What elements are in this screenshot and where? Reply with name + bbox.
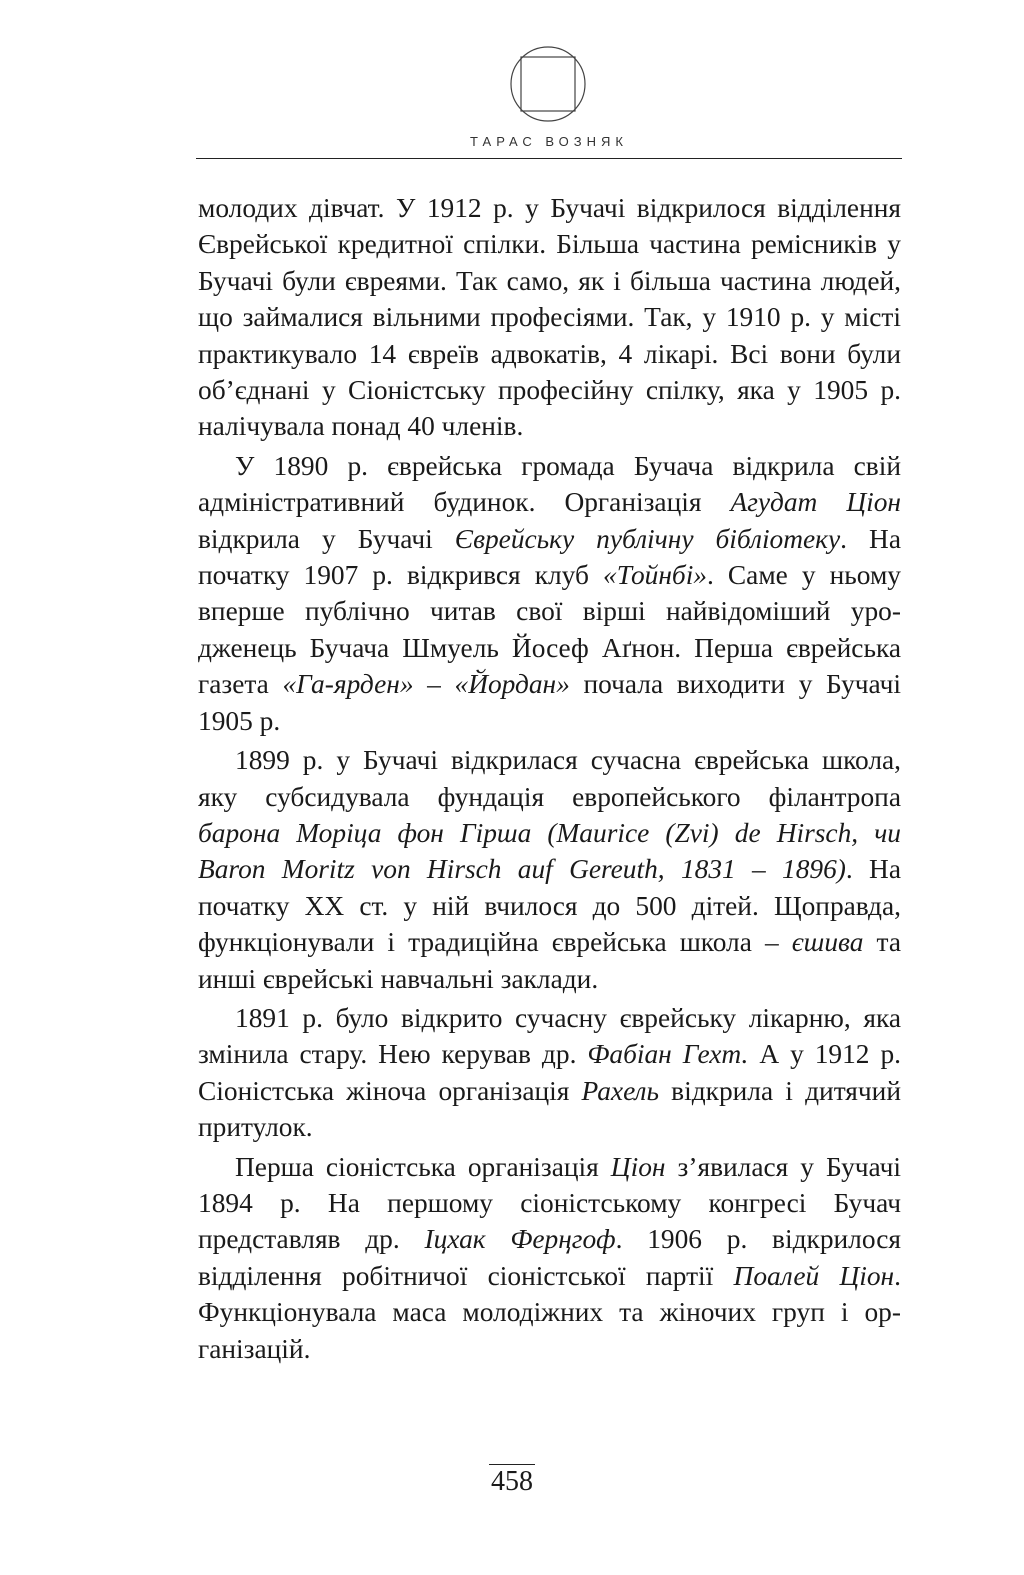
- text-run: відкрила і дитячий притулок.: [198, 1075, 901, 1143]
- body-text: [198, 190, 901, 1367]
- text-run: 1891 р. було відкрито сучасну єврейську лікарню, яка змінила стару. Нею керував др.: [198, 1002, 901, 1070]
- page-number-block: [0, 1464, 1024, 1499]
- text-run: Перша сіоністська організація: [235, 1151, 611, 1182]
- text-run: та инші єврейські навчальні заклади.: [198, 927, 902, 994]
- text-run: . 1906 р. відкрилося відділення робітничої сіоністської партії: [198, 1224, 901, 1291]
- italic-text: єшива: [791, 927, 864, 958]
- text-run: 1899 р. у Бучачі відкрилася сучасна єврейська школа, яку субсидувала фундація европейського філантропа: [198, 745, 901, 812]
- italic-text: Фабіан Гехт.: [587, 1039, 749, 1070]
- page-number: 458: [491, 1466, 533, 1497]
- italic-text: «Га-ярден» – «Йордан»: [282, 669, 570, 700]
- paragraph: [198, 1000, 901, 1146]
- italic-text: Ціон: [610, 1151, 666, 1182]
- paragraph: [198, 190, 901, 445]
- italic-text: Рахель: [581, 1075, 659, 1106]
- italic-text: Агудат Ціон: [730, 487, 901, 518]
- text-run: . Саме у ньому вперше публічно читав свої вірші найвідоміший уродженець Бучача Шмуель Йосеф Аґнон. Перша єврейська газета: [198, 560, 901, 700]
- italic-text: Поалей Ціон: [733, 1260, 895, 1291]
- running-head: ТАРАС ВОЗНЯК: [470, 134, 628, 149]
- italic-text: барона Моріца фон Гірша (Maurice (Zvi) de Hirsch, чи Baron Moritz von Hirsch auf Gereuth, 1831 – 1896): [198, 817, 901, 885]
- paragraph: [198, 1149, 901, 1367]
- text-run: почала виходити у Бучачі 1905 р.: [198, 669, 901, 736]
- italic-text: «Тойнбі»: [603, 560, 707, 591]
- italic-text: Іцхак Ферңгоф: [424, 1224, 616, 1255]
- circle-square-emblem-icon: [508, 44, 588, 124]
- header-rule: [196, 158, 902, 159]
- italic-text: Єврейську публічну бібліотеку: [454, 523, 841, 554]
- text-run: . На початку 1907 р. відкрився клуб: [198, 523, 901, 591]
- text-run: А у 1912 р. Сіоністська жіноча організація: [198, 1039, 901, 1106]
- text-run: . Функціонувала маса молодіжних та жіночих груп і організацій.: [198, 1260, 901, 1364]
- text-run: з’явилася у Бучачі 1894 р. На першому сіоністському конгресі Бучач представляв др.: [198, 1151, 901, 1255]
- paragraph: [198, 742, 901, 997]
- text-run: . На початку ХХ ст. у ній вчилося до 500 дітей. Щоправда, функціонували і традиційна єврейська школа –: [198, 854, 901, 958]
- text-run: У 1890 р. єврейська громада Бучача відкрила свій адміністративний будинок. Організація: [198, 450, 901, 518]
- paragraph: [198, 448, 901, 739]
- text-run: молодих дівчат. У 1912 р. у Бучачі відкрилося відділення Єврейської кредитної спілки. Більша частина ремісників у Бучачі були євреями. Так само, як і більша частина людей, що займалися вільними професіями. Так, у 1910 р. у місті практикувало 14 євреїв адвокатів, 4 лікарі. Всі вони були об’єднані у Сіоністську професійну спілку, яка у 1905 р. налічувала понад 40 членів.: [198, 193, 901, 442]
- text-run: відкрила у Бучачі: [198, 523, 455, 554]
